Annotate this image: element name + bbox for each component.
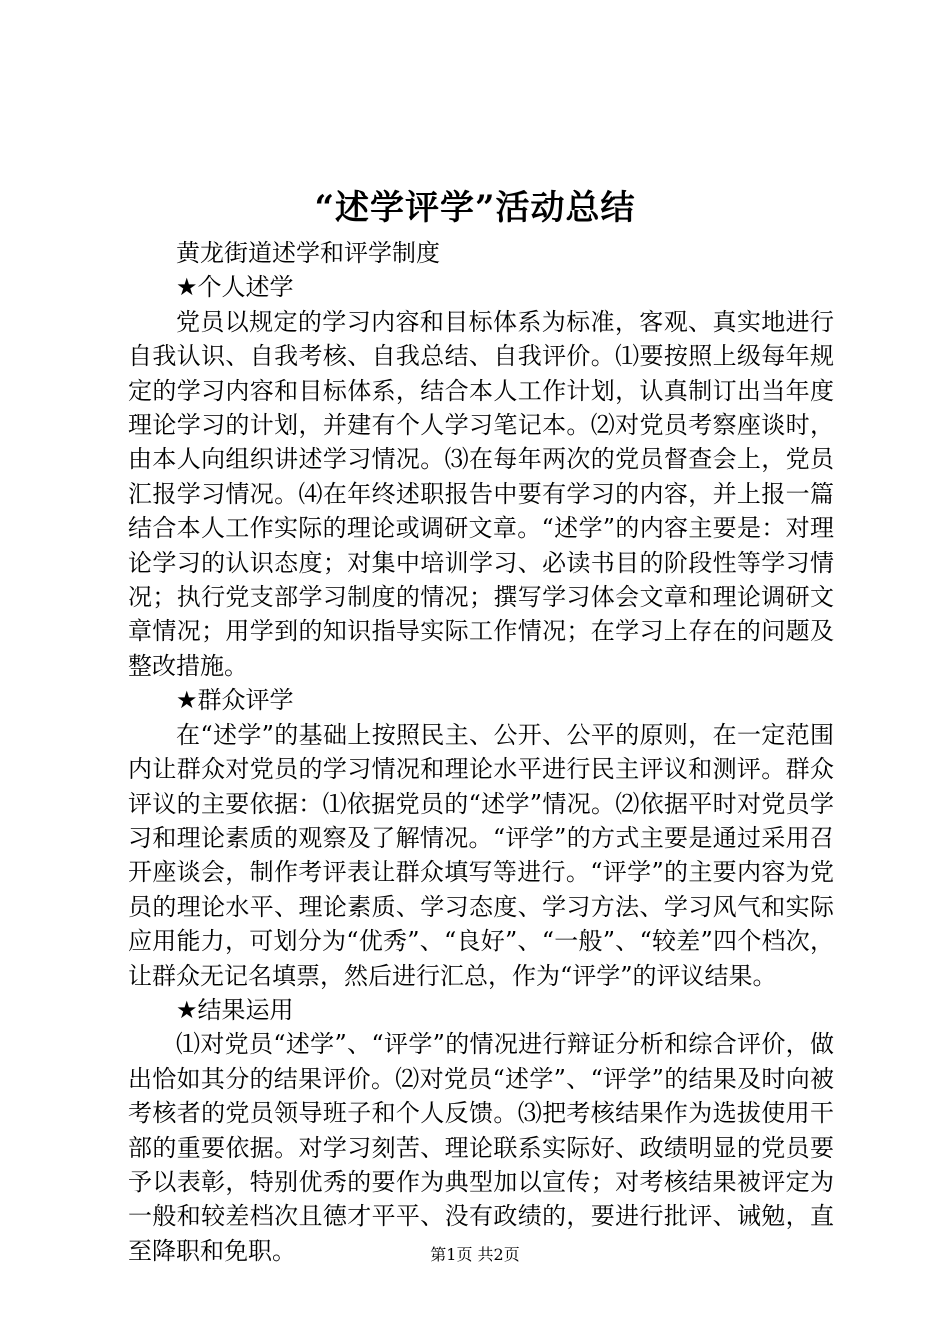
document-title: “述学评学”活动总结 xyxy=(314,188,636,228)
section-heading-public-evaluation xyxy=(128,683,834,717)
section-heading-label: 个人述学 xyxy=(197,273,294,302)
document-subtitle: 黄龙街道述学和评学制度 xyxy=(176,239,440,267)
section-heading-label: 结果运用 xyxy=(197,995,294,1024)
section-body-public-evaluation: 在“述学”的基础上按照民主、公开、公平的原则，在一定范围内让群众对党员的学习情况和理论水平进行民主评议和测评。群众评议的主要依据：⑴依据党员的“述学”情况。⑵依据平时对党员学习和理论素质的观察及了解情况。“评学”的方式主要是通过采用召开座谈会，制作考评表让群众填写等进行。“评学”的主要内容为党员的理论水平、理论素质、学习态度、学习方法、学习风气和实际应用能力，可划分为“优秀”、“良好”、“一般”、“较差”四个档次，让群众无记名填票，然后进行汇总，作为“评学”的评议结果。 xyxy=(128,720,834,990)
page-number-footer: 第1页 共2页 xyxy=(430,1245,520,1264)
section-body-result-application: ⑴对党员“述学”、“评学”的情况进行辩证分析和综合评价，做出恰如其分的结果评价。⑵对党员“述学”、“评学”的结果及时向被考核者的党员领导班子和个人反馈。⑶把考核结果作为选拔使用干部的重要依据。对学习刻苦、理论联系实际好、政绩明显的党员要予以表彰，特别优秀的要作为典型加以宣传；对考核结果被评定为一般和较差档次且德才平平、没有政绩的，要进行批评、诫勉，直至降职和免职。 xyxy=(128,1030,834,1265)
star-icon: ★ xyxy=(176,686,198,715)
document-body xyxy=(128,236,834,1268)
section-heading-label: 群众评学 xyxy=(197,686,294,715)
star-icon: ★ xyxy=(176,273,198,302)
section-heading-result-application xyxy=(128,993,834,1027)
section-body-personal-study: 党员以规定的学习内容和目标体系为标准，客观、真实地进行自我认识、自我考核、自我总结、自我评价。⑴要按照上级每年规定的学习内容和目标体系，结合本人工作计划，认真制订出当年度理论学习的计划，并建有个人学习笔记本。⑵对党员考察座谈时，由本人向组织讲述学习情况。⑶在每年两次的党员督查会上，党员汇报学习情况。⑷在年终述职报告中要有学习的内容，并上报一篇结合本人工作实际的理论或调研文章。“述学”的内容主要是：对理论学习的认识态度；对集中培训学习、必读书目的阶段性等学习情况；执行党支部学习制度的情况；撰写学习体会文章和理论调研文章情况；用学到的知识指导实际工作情况；在学习上存在的问题及整改措施。 xyxy=(128,307,834,680)
star-icon: ★ xyxy=(176,995,198,1024)
section-heading-personal-study xyxy=(128,270,834,304)
